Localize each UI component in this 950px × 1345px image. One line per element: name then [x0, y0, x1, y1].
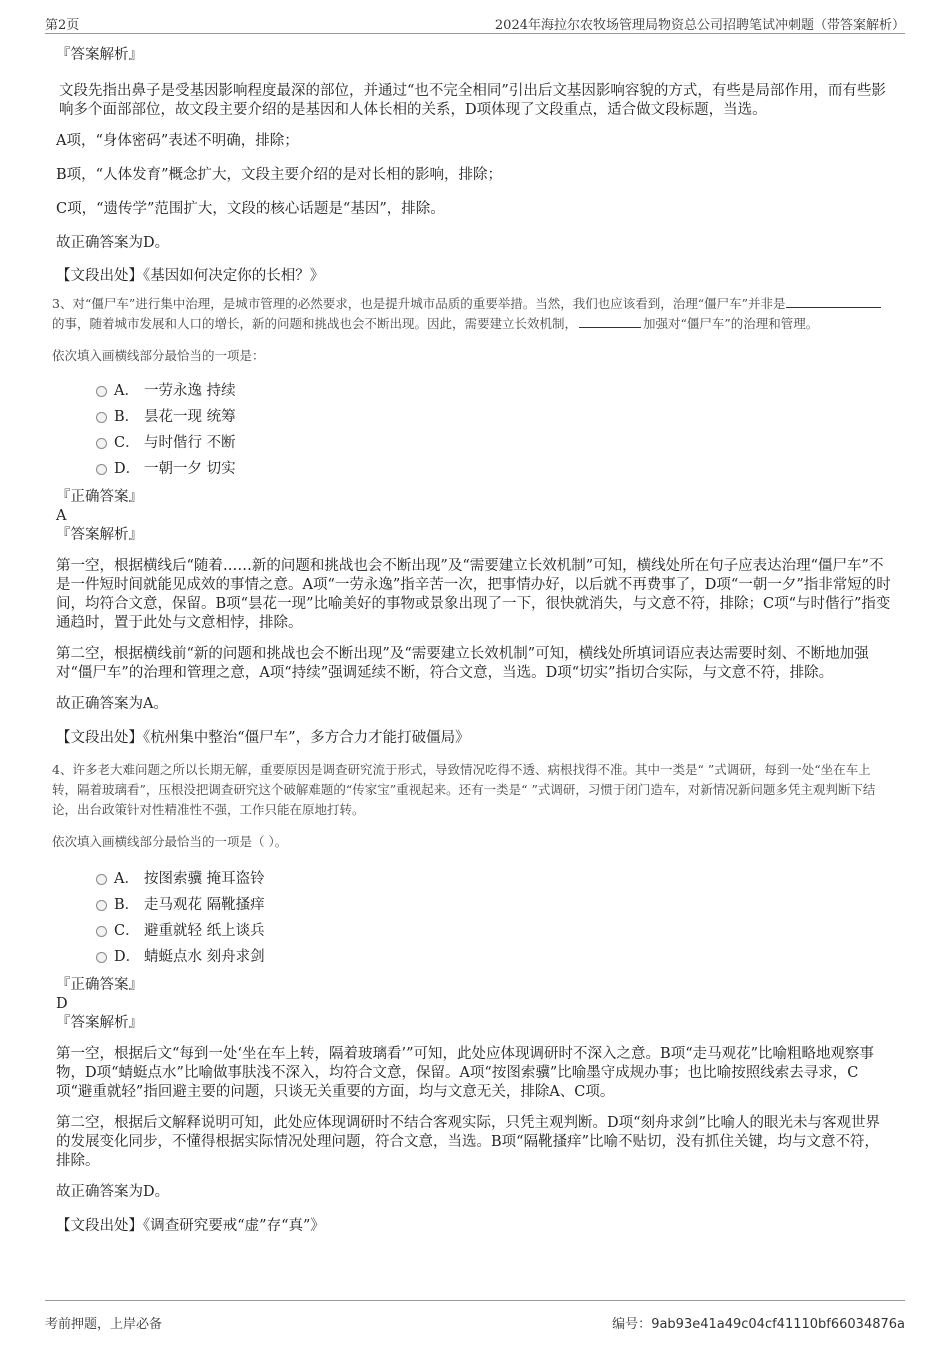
radio-button[interactable] — [96, 464, 107, 475]
q3-source: 【文段出处】《杭州集中整治“僵尸车”，多方合力才能打破僵局》 — [56, 730, 470, 746]
q4-prompt: 依次填入画横线部分最恰当的一项是（ ）。 — [52, 834, 288, 849]
q2-analysis-p1: 文段先指出鼻子是受基因影响程度最深的部位，并通过“也不完全相同”引出后文基因影响容貌的方式，有些是局部作用，而有些影响多个面部部位，故文段主要介绍的是基因和人体长相的关系，D项体现了文段重点，适合做文段标题，当选。 — [59, 83, 886, 118]
document-title: 2024年海拉尔农牧场管理局物资总公司招聘笔试冲刺题（带答案解析） — [494, 18, 905, 33]
q2-analysis-p3: B项，“人体发育”概念扩大，文段主要介绍的是对长相的影响，排除； — [56, 167, 502, 183]
q3-blank-2 — [579, 315, 641, 328]
q3-options — [56, 378, 891, 482]
q2-analysis-p4: C项，“遗传学”范围扩大，文段的核心话题是“基因”，排除。 — [56, 201, 445, 217]
radio-button[interactable] — [96, 386, 107, 397]
radio-button[interactable] — [96, 438, 107, 449]
q3-analysis-p2: 第二空，根据横线前“新的问题和挑战也会不断出现”及“需要建立长效机制”可知，横线处所填词语应表达需要时刻、不断地加强对“僵尸车”的治理和管理之意，A项“持续”强调延续不断，符合文意，当选。D项“切实”指切合实际，与文意不符，排除。 — [56, 646, 869, 681]
q4-stem: 4、许多老大难问题之所以长期无解，重要原因是调查研究流于形式，导致情况吃得不透、病根找得不准。其中一类是“ ”式调研，每到一处“坐在车上转，隔着玻璃看”，压根没把调查研究这个破解难题的“传家宝”重视起来。还有一类是“ ”式调研，习惯于闭门造车，对新情况新问题多凭主观判断下结论，出台政策针对性精准性不强，工作只能在原地打转。 — [52, 762, 876, 817]
q4-correct-title: 『正确答案』 — [56, 977, 143, 993]
q2-source: 【文段出处】《基因如何决定你的长相？》 — [56, 268, 325, 284]
page-content — [52, 46, 891, 1236]
q3-analysis-p1: 第一空，根据横线后“随着……新的问题和挑战也会不断出现”及“需要建立长效机制”可知，横线处所在句子应表达治理“僵尸车”不是一件短时间就能见成效的事情之意。A项“一劳永逸”指辛苦一次，把事情办好，以后就不再费事了，D项“一朝一夕”指非常短的时间，均符合文意，保留。B项“昙花一现”比喻美好的事物或景象出现了一下，很快就消失，与文意不符，排除；C项“与时偕行”指变通趋时，置于此处与文意相悖，排除。 — [56, 558, 891, 631]
q3-option-d[interactable]: D． 一朝一夕 切实 — [56, 456, 891, 482]
q2-analysis-p2: A项，“身体密码”表述不明确，排除； — [56, 133, 299, 149]
q4-option-a[interactable]: A． 按图索骥 掩耳盗铃 — [56, 866, 891, 892]
q4-options — [56, 866, 891, 970]
q3-analysis-title: 『答案解析』 — [56, 527, 143, 543]
q3-stem: 3、对“僵尸车”进行集中治理，是城市管理的必然要求，也是提升城市品质的重要举措。当然，我们也应该看到，治理“僵尸车”并非是的事，随着城市发展和人口的增长，新的问题和挑战也会不断出现。因此，需要建立长效机制， 加强对“僵尸车”的治理和管理。 — [52, 294, 891, 334]
q4-option-d[interactable]: D． 蜻蜓点水 刻舟求剑 — [56, 944, 891, 970]
q3-correct-title: 『正确答案』 — [56, 489, 143, 505]
q3-option-c[interactable]: C． 与时偕行 不断 — [56, 430, 891, 456]
document-code: 编号：9ab93e41a49c04cf41110bf66034876a — [612, 1317, 905, 1332]
footer-slogan: 考前押题，上岸必备 — [45, 1317, 163, 1332]
q4-source: 【文段出处】《调查研究要戒“虚”存“真”》 — [56, 1218, 325, 1234]
q4-analysis-title: 『答案解析』 — [56, 1015, 143, 1031]
page-number: 第2页 — [45, 18, 80, 33]
radio-button[interactable] — [96, 952, 107, 963]
radio-button[interactable] — [96, 926, 107, 937]
q3-answer: 故正确答案为A。 — [56, 696, 168, 712]
q3-option-b[interactable]: B． 昙花一现 统筹 — [56, 404, 891, 430]
radio-button[interactable] — [96, 874, 107, 885]
q4-analysis-p2: 第二空，根据后文解释说明可知，此处应体现调研时不结合客观实际，只凭主观判断。D项“刻舟求剑”比喻人的眼光未与客观世界的发展变化同步，不懂得根据实际情况处理问题，符合文意，当选。B项“隔靴搔痒”比喻不贴切，没有抓住关键，均与文意不符，排除。 — [56, 1115, 880, 1169]
q2-answer: 故正确答案为D。 — [56, 235, 170, 251]
q3-prompt: 依次填入画横线部分最恰当的一项是： — [52, 348, 265, 363]
q4-option-b[interactable]: B． 走马观花 隔靴搔痒 — [56, 892, 891, 918]
q3-correct-answer: A — [56, 508, 67, 524]
header-divider — [45, 33, 905, 34]
radio-button[interactable] — [96, 900, 107, 911]
page-header — [45, 14, 905, 34]
q4-analysis-p1: 第一空，根据后文“每到一处‘坐在车上转，隔着玻璃看’”可知，此处应体现调研时不深入之意。B项“走马观花”比喻粗略地观察事物，D项“蜻蜓点水”比喻做事肤浅不深入，均符合文意，保留。A项“按图索骥”比喻墨守成规办事；也比喻按照线索去寻求，C项“避重就轻”指回避主要的问题，只谈无关重要的方面，均与文意无关，排除A、C项。 — [56, 1046, 875, 1100]
radio-button[interactable] — [96, 412, 107, 423]
q3-option-a[interactable]: A． 一劳永逸 持续 — [56, 378, 891, 404]
footer-divider — [45, 1300, 905, 1301]
q2-analysis-title: 『答案解析』 — [56, 47, 143, 63]
q4-option-c[interactable]: C． 避重就轻 纸上谈兵 — [56, 918, 891, 944]
q3-blank-1 — [786, 295, 881, 308]
q4-correct-answer: D — [56, 996, 68, 1012]
q4-answer: 故正确答案为D。 — [56, 1184, 170, 1200]
